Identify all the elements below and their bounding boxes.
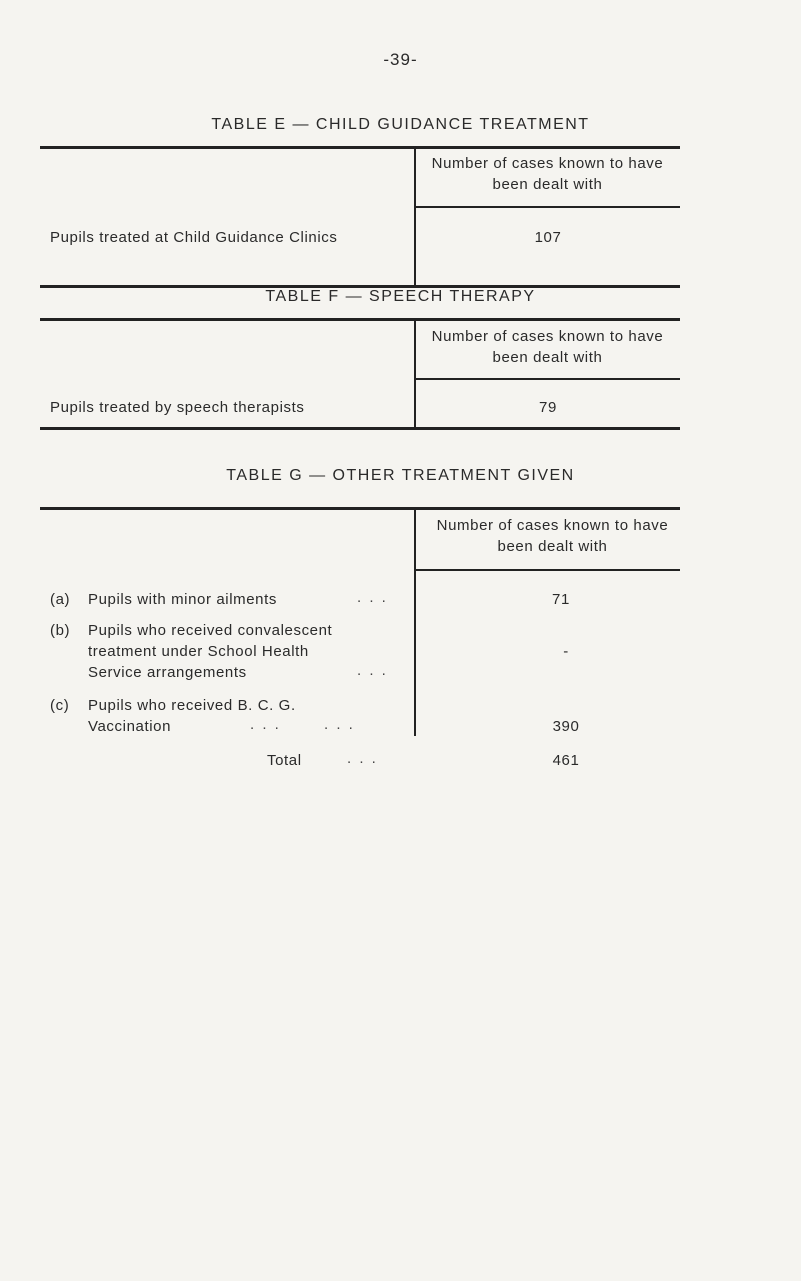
- row-a-value: 71: [552, 591, 570, 608]
- table-f-row-label: Pupils treated by speech therapists: [50, 399, 305, 416]
- table-f-header-rule: [416, 378, 680, 380]
- row-c-label-line-2: Vaccination: [88, 718, 172, 735]
- table-f-title: TABLE F — SPEECH THERAPY: [265, 288, 536, 305]
- total-value: 461: [552, 752, 580, 769]
- table-e-row-label: Pupils treated at Child Guidance Clinics: [50, 229, 338, 246]
- table-f-column-header: Number of cases known to have been dealt with: [431, 328, 664, 366]
- table-f-top-rule: [40, 318, 680, 321]
- row-c-value: 390: [552, 718, 580, 735]
- row-b-label-line-2: treatment under School Health: [88, 643, 309, 660]
- row-a-leader-dots: . . .: [357, 589, 388, 606]
- table-g-header-rule: [416, 569, 680, 571]
- row-a-label: Pupils with minor ailments: [88, 591, 277, 608]
- table-g-top-rule: [40, 507, 680, 510]
- table-g-title: TABLE G — OTHER TREATMENT GIVEN: [226, 467, 575, 484]
- total-label: Total: [267, 752, 302, 769]
- table-g-column-divider: [414, 509, 416, 736]
- table-e-column-header: Number of cases known to have been dealt with: [431, 155, 664, 193]
- table-e-header-rule: [416, 206, 680, 208]
- table-e-row-value: 107: [534, 229, 562, 246]
- table-f-row-value: 79: [539, 399, 557, 416]
- row-b-label-line-1: Pupils who received convalescent: [88, 622, 333, 639]
- table-g-column-header: Number of cases known to have been dealt with: [436, 517, 669, 555]
- table-f-bottom-rule: [40, 427, 680, 430]
- row-b-value: -: [563, 643, 569, 660]
- table-e-column-divider: [414, 148, 416, 286]
- row-c-label-line-1: Pupils who received B. C. G.: [88, 697, 296, 714]
- row-b-marker: (b): [50, 622, 71, 639]
- total-leader-dots: . . .: [347, 750, 378, 767]
- row-a-marker: (a): [50, 591, 71, 608]
- row-b-label-line-3: Service arrangements: [88, 664, 247, 681]
- table-e-top-rule: [40, 146, 680, 149]
- page-number: -39-: [383, 50, 418, 69]
- row-c-marker: (c): [50, 697, 70, 714]
- row-b-leader-dots: . . .: [357, 662, 388, 679]
- row-c-leader-dots: . . . . . .: [250, 716, 355, 733]
- table-e-title: TABLE E — CHILD GUIDANCE TREATMENT: [211, 116, 590, 133]
